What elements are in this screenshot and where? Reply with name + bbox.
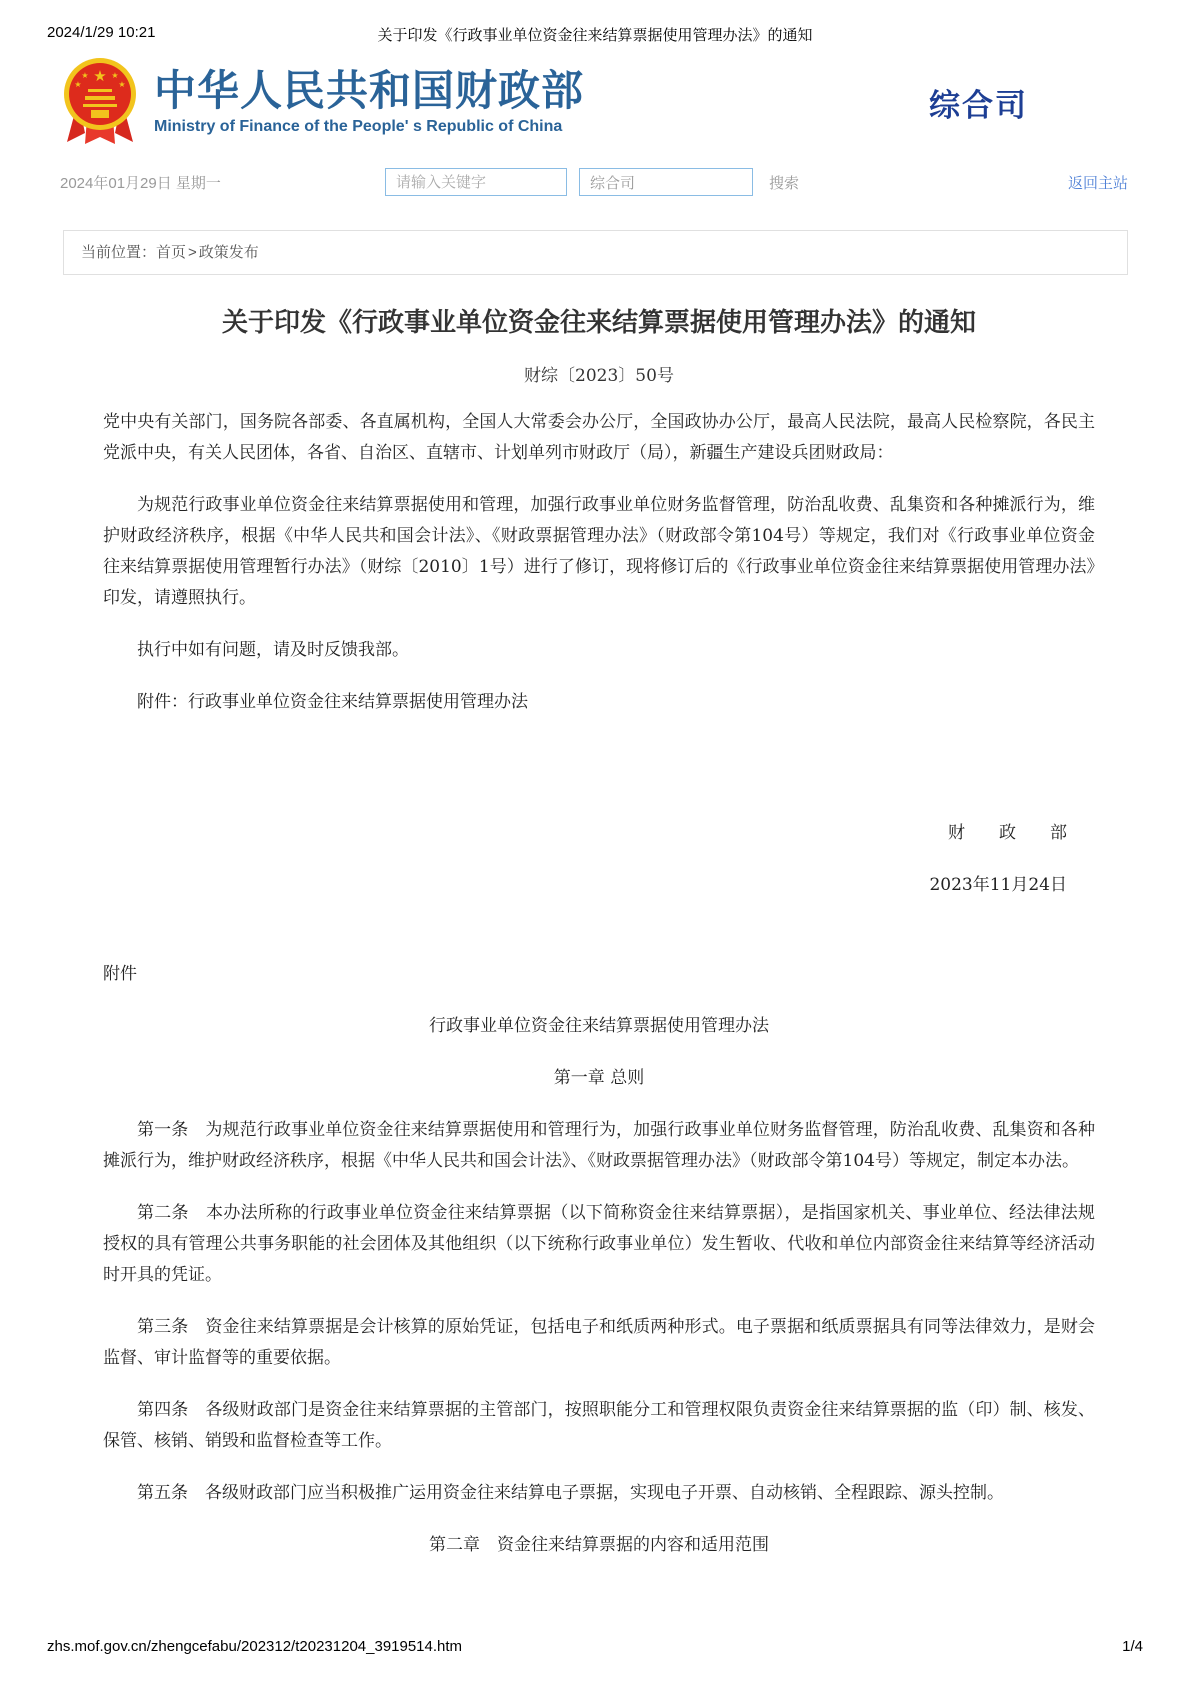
svg-text:★: ★ <box>118 80 126 89</box>
toolbar <box>60 168 1128 196</box>
current-date: 2024年01月29日 星期一 <box>60 174 221 192</box>
svg-text:★: ★ <box>111 71 119 80</box>
chapter-2-heading: 第二章 资金往来结算票据的内容和适用范围 <box>429 1535 769 1555</box>
page-number: 1/4 <box>1122 1638 1143 1655</box>
breadcrumb-label: 当前位置： <box>81 244 157 261</box>
national-emblem-icon <box>60 56 140 148</box>
body-paragraph: 执行中如有问题，请及时反馈我部。 <box>137 640 409 660</box>
chapter-1-heading: 第一章 总则 <box>553 1068 645 1088</box>
svg-text:★: ★ <box>81 71 89 80</box>
search-button[interactable]: 搜索 <box>769 174 800 192</box>
addressee-paragraph: 党中央有关部门，国务院各部委、各直属机构，全国人大常委会办公厅，全国政协办公厅，最高人民法院，最高人民检察院，各民主党派中央，有关人民团体，各省、自治区、直辖市、计划单列市财政厅（局），新疆生产建设兵团财政局： <box>103 412 1095 463</box>
category-input[interactable] <box>579 168 753 196</box>
article-5: 第五条 各级财政部门应当积极推广运用资金往来结算电子票据，实现电子开票、自动核销、全程跟踪、源头控制。 <box>137 1483 1004 1503</box>
signature-date: 2023年11月24日 <box>929 875 1067 895</box>
attachment-reference: 附件：行政事业单位资金往来结算票据使用管理办法 <box>137 692 528 712</box>
signature-org: 财 政 部 <box>948 823 1067 843</box>
breadcrumb-section-link[interactable]: 政策发布 <box>198 244 259 261</box>
article-1: 第一条 为规范行政事业单位资金往来结算票据使用和管理行为，加强行政事业单位财务监督管理，防治乱收费、乱集资和各种摊派行为，维护财政经济秩序，根据《中华人民共和国会计法》、《财政票据管理办法》（财政部令第104号）等规定，制定本办法。 <box>103 1120 1095 1171</box>
article-2: 第二条 本办法所称的行政事业单位资金往来结算票据（以下简称资金往来结算票据），是指国家机关、事业单位、经法律法规授权的具有管理公共事务职能的社会团体及其他组织（以下统称行政事业单位）发生暂收、代收和单位内部资金往来结算等经济活动时开具的凭证。 <box>103 1203 1095 1285</box>
back-to-main-site-link[interactable]: 返回主站 <box>1067 174 1128 192</box>
attachment-title: 行政事业单位资金往来结算票据使用管理办法 <box>429 1016 769 1036</box>
document-number: 财综〔2023〕50号 <box>524 366 674 386</box>
article-3: 第三条 资金往来结算票据是会计核算的原始凭证，包括电子和纸质两种形式。电子票据和纸质票据具有同等法律效力，是财会监督、审计监督等的重要依据。 <box>103 1317 1095 1368</box>
print-header <box>0 24 1190 44</box>
breadcrumb <box>63 230 1128 275</box>
department-name: 综合司 <box>929 87 1028 123</box>
source-url: zhs.mof.gov.cn/zhengcefabu/202312/t20231204_3919514.htm <box>47 1638 463 1655</box>
article-4: 第四条 各级财政部门是资金往来结算票据的主管部门，按照职能分工和管理权限负责资金往来结算票据的监（印）制、核发、保管、核销、销毁和监督检查等工作。 <box>103 1400 1095 1451</box>
document-title: 关于印发《行政事业单位资金往来结算票据使用管理办法》的通知 <box>221 307 976 337</box>
svg-text:★: ★ <box>93 68 107 85</box>
ministry-name-cn: 中华人民共和国财政部 <box>154 67 585 114</box>
keyword-search-input[interactable] <box>385 168 567 196</box>
print-page-title: 关于印发《行政事业单位资金往来结算票据使用管理办法》的通知 <box>377 27 813 44</box>
breadcrumb-separator: > <box>188 244 197 261</box>
svg-text:★: ★ <box>74 80 82 89</box>
attachment-label: 附件 <box>103 964 137 984</box>
print-datetime: 2024/1/29 10:21 <box>47 24 156 41</box>
ministry-logo-link[interactable] <box>60 56 584 148</box>
ministry-name-en: Ministry of Finance of the People' s Republic of China <box>154 118 563 135</box>
ministry-names <box>154 68 584 136</box>
body-paragraph: 为规范行政事业单位资金往来结算票据使用和管理，加强行政事业单位财务监督管理，防治乱收费、乱集资和各种摊派行为，维护财政经济秩序，根据《中华人民共和国会计法》、《财政票据管理办法》（财政部令第104号）等规定，我们对《行政事业单位资金往来结算票据使用管理暂行办法》（财综〔2010〕1号）进行了修订，现将修订后的《行政事业单位资金往来结算票据使用管理办法》印发，请遵照执行。 <box>103 495 1095 608</box>
site-header <box>60 56 1128 148</box>
print-footer <box>0 1638 1190 1658</box>
breadcrumb-home-link[interactable]: 首页 <box>156 244 187 261</box>
document-content <box>63 305 1128 1561</box>
